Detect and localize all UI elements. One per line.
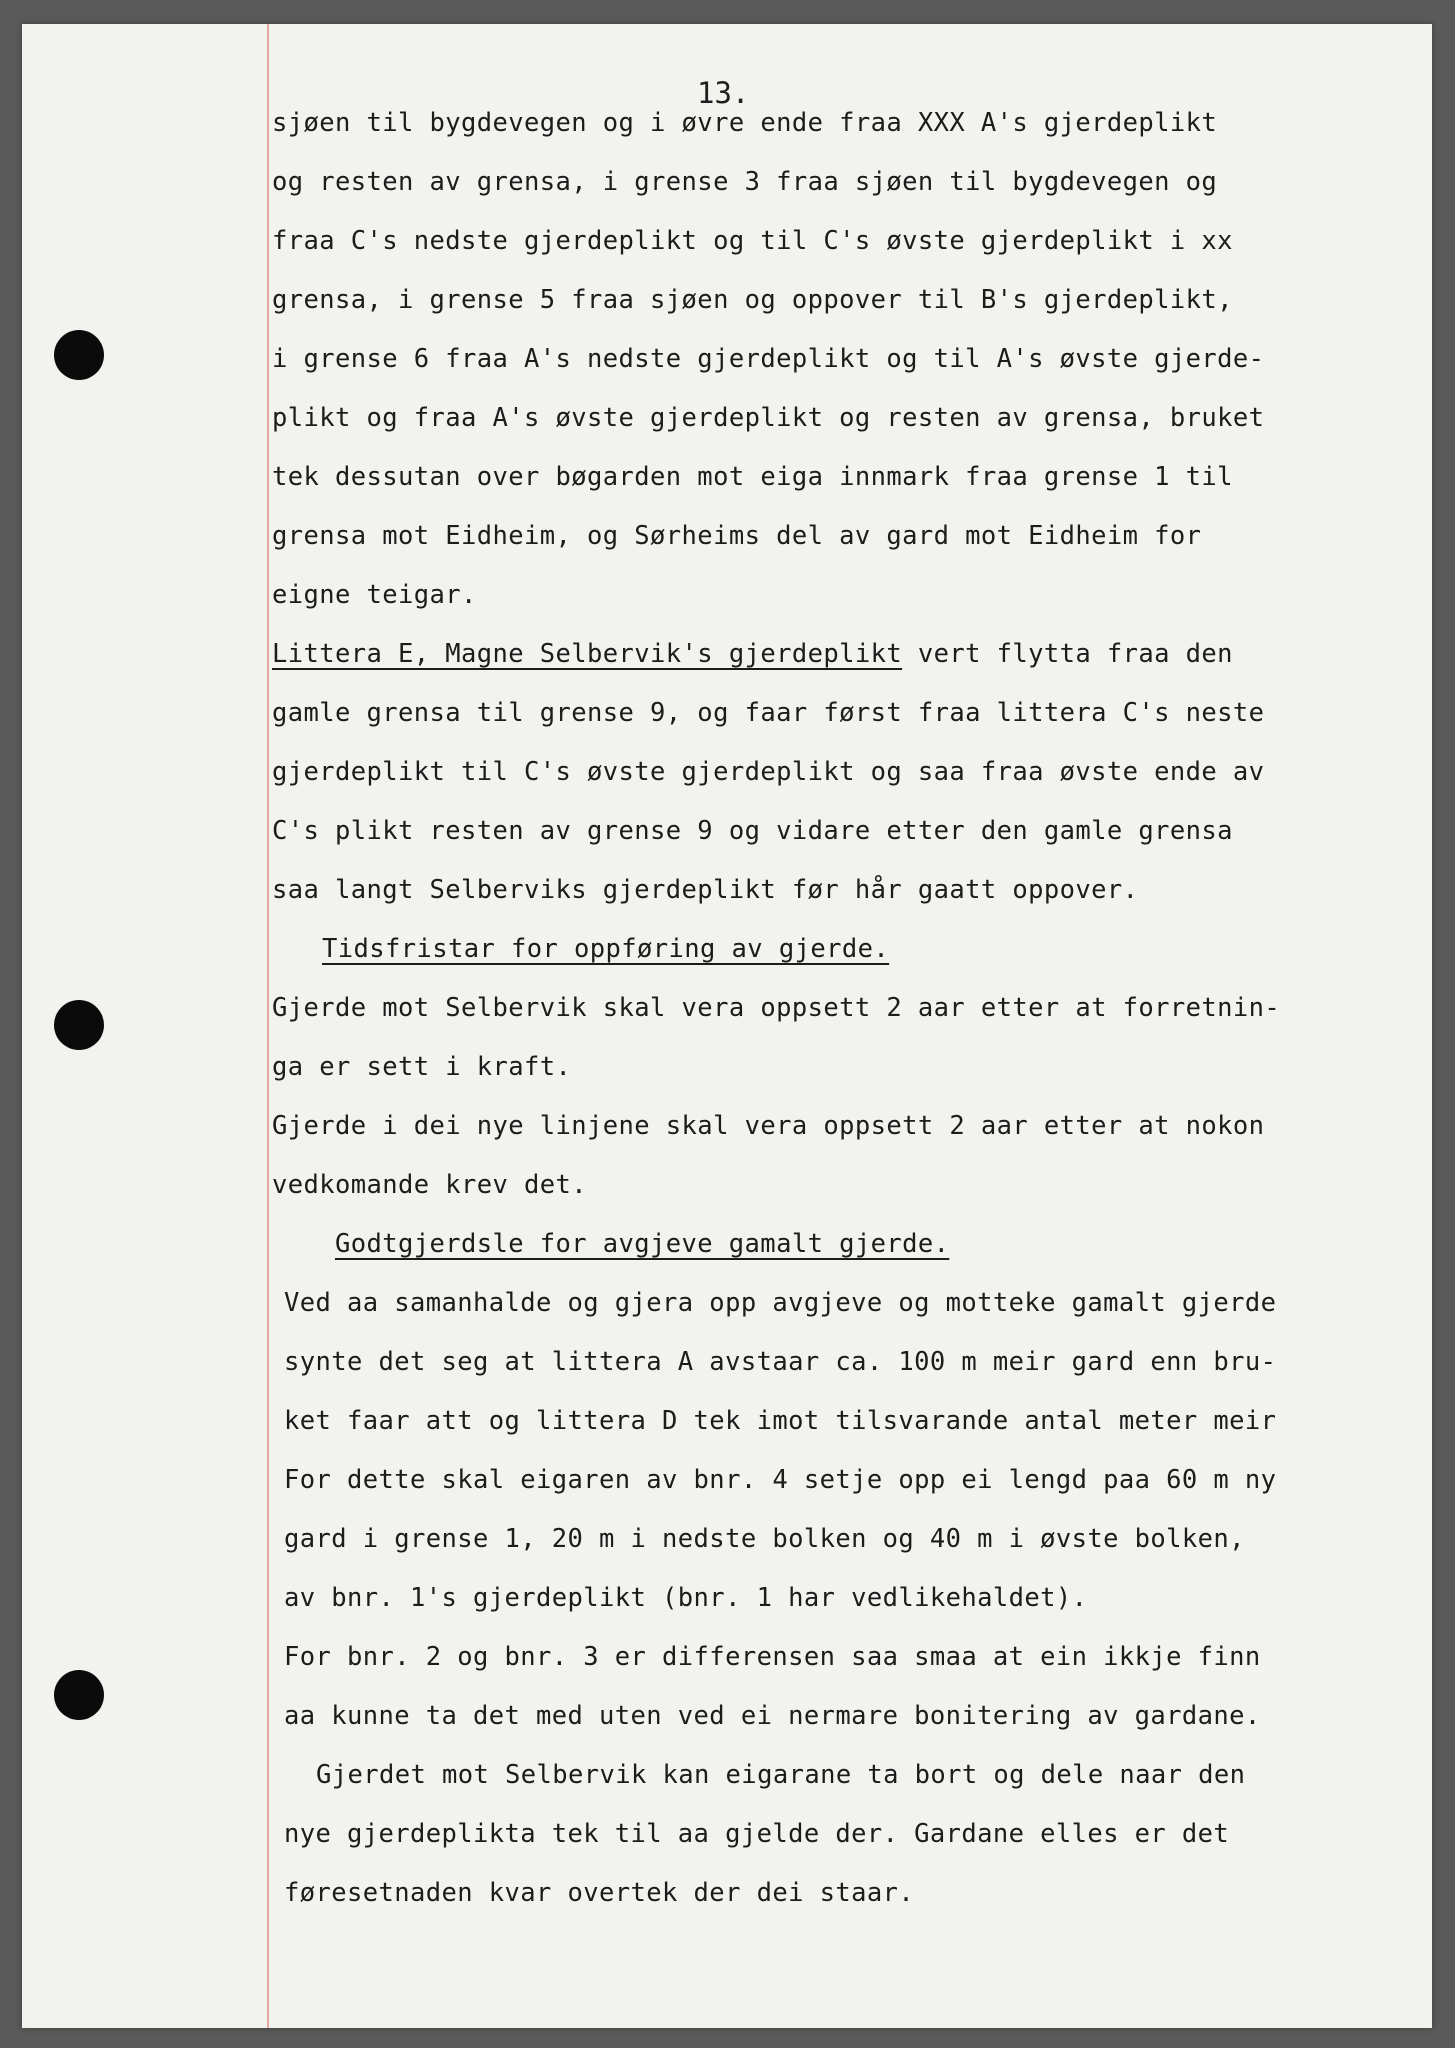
text-line: fraa C's nedste gjerdeplikt og til C's øvste gjerdeplikt i xx [272,226,1233,256]
text-line: eigne teigar. [272,580,477,610]
text-line: i grense 6 fraa A's nedste gjerdeplikt og til A's øvste gjerde- [272,344,1265,374]
text-line: Gjerdet mot Selbervik kan eigarane ta bort og dele naar den [316,1760,1246,1790]
text-line: ket faar att og littera D tek imot tilsvarande antal meter meir [284,1406,1277,1436]
text-line: vedkomande krev det. [272,1170,588,1200]
text-line: Gjerde mot Selbervik skal vera oppsett 2 aar etter at forretnin- [272,993,1281,1023]
text-line: For bnr. 2 og bnr. 3 er differensen saa smaa at ein ikkje finn [284,1642,1261,1672]
section-title: Tidsfristar for oppføring av gjerde. [322,934,890,964]
text-line: Gjerde i dei nye linjene skal vera oppsett 2 aar etter at nokon [272,1111,1265,1141]
text-line: og resten av grensa, i grense 3 fraa sjøen til bygdevegen og [272,167,1218,197]
text-line: grensa mot Eidheim, og Sørheims del av gard mot Eidheim for [272,521,1202,551]
text-line: nye gjerdeplikta tek til aa gjelde der. Gardane elles er det [284,1819,1230,1849]
text-line: tek dessutan over bøgarden mot eiga innmark fraa grense 1 til [272,462,1233,492]
text-line [272,639,1233,669]
text-line: synte det seg at littera A avstaar ca. 100 m meir gard enn bru- [284,1347,1277,1377]
punch-hole-icon [54,330,104,380]
text-line: For dette skal eigaren av bnr. 4 setje opp ei lengd paa 60 m ny [284,1465,1277,1495]
text-line: aa kunne ta det med uten ved ei nermare bonitering av gardane. [284,1701,1261,1731]
text-line: Ved aa samanhalde og gjera opp avgjeve og motteke gamalt gjerde [284,1288,1277,1318]
text-line: ga er sett i kraft. [272,1052,572,1082]
heading-continuation: vert flytta fraa den [902,639,1233,669]
punch-hole-icon [54,1670,104,1720]
margin-rule [267,24,269,2028]
text-line: saa langt Selberviks gjerdeplikt før hår gaatt oppover. [272,875,1139,905]
text-line: sjøen til bygdevegen og i øvre ende fraa XXX A's gjerdeplikt [272,108,1218,138]
littera-e-heading: Littera E, Magne Selbervik's gjerdeplikt [272,639,903,669]
text-line: av bnr. 1's gjerdeplikt (bnr. 1 har vedlikehaldet). [284,1583,1088,1613]
text-line: C's plikt resten av grense 9 og vidare etter den gamle grensa [272,816,1233,846]
text-line: gamle grensa til grense 9, og faar først fraa littera C's neste [272,698,1265,728]
text-line: grensa, i grense 5 fraa sjøen og oppover til B's gjerdeplikt, [272,285,1233,315]
page-number: 13. [697,76,750,110]
text-line: gard i grense 1, 20 m i nedste bolken og 40 m i øvste bolken, [284,1524,1245,1554]
text-line: føresetnaden kvar overtek der dei staar. [284,1878,915,1908]
text-line: plikt og fraa A's øvste gjerdeplikt og resten av grensa, bruket [272,403,1265,433]
text-line: gjerdeplikt til C's øvste gjerdeplikt og saa fraa øvste ende av [272,757,1265,787]
section-title: Godtgjerdsle for avgjeve gamalt gjerde. [335,1229,950,1259]
document-page [22,24,1432,2028]
punch-hole-icon [54,1000,104,1050]
